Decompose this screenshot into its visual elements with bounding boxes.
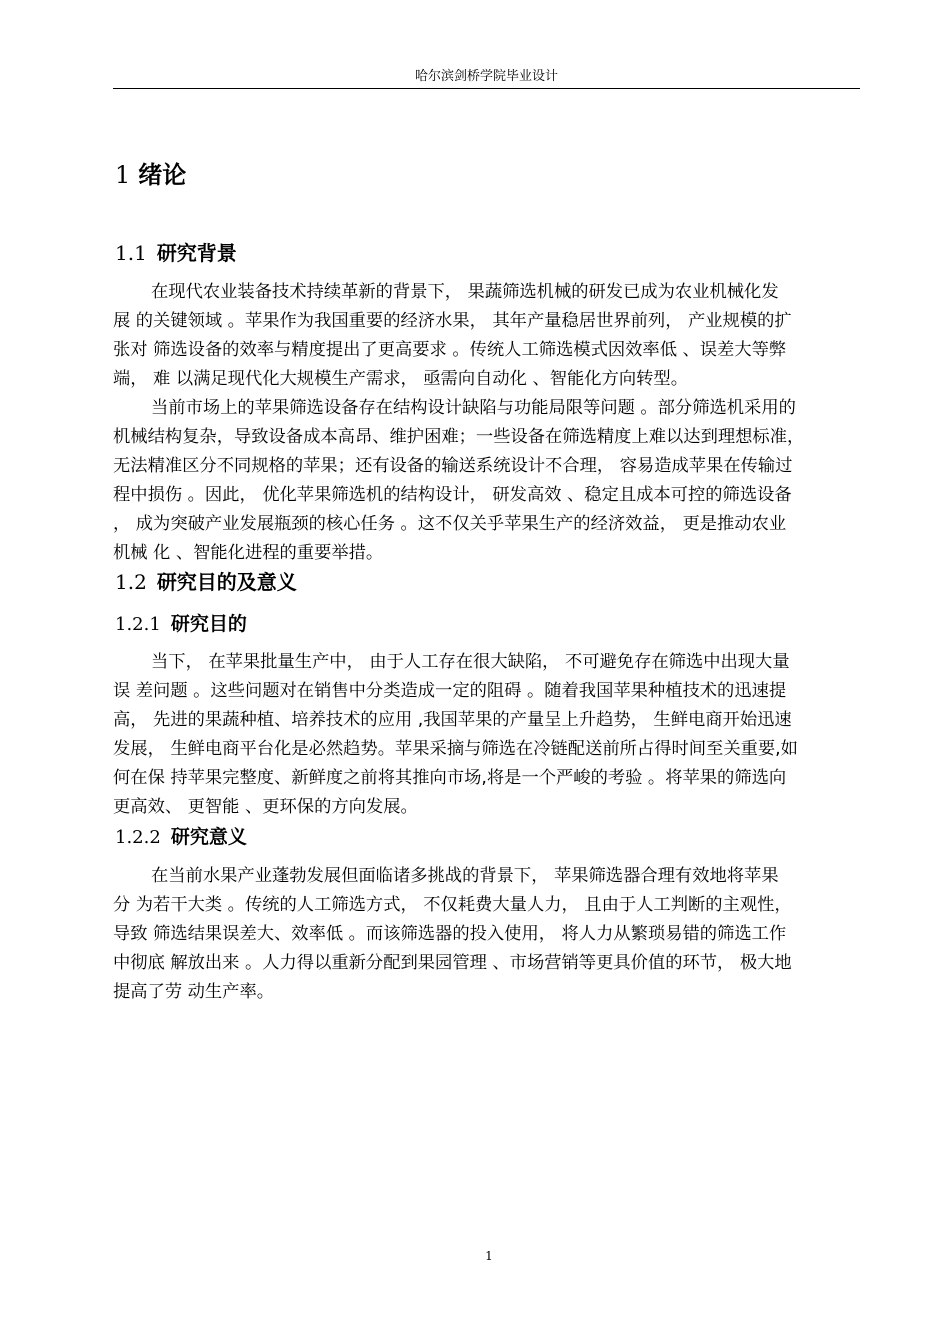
text-line: 无法精准区分不同规格的苹果；还有设备的输送系统设计不合理， 容易造成苹果在传输过 — [113, 456, 793, 476]
subsection-title: 研究意义 — [170, 826, 247, 848]
page-header: 哈尔滨剑桥学院毕业设计 — [414, 69, 558, 84]
text-line: 当前市场上的苹果筛选设备存在结构设计缺陷与功能局限等问题 。部分筛选机采用的 — [151, 398, 796, 418]
text-line: 提高了劳 动生产率。 — [113, 982, 275, 1002]
text-line: 程中损伤 。因此， 优化苹果筛选机的结构设计， 研发高效 、稳定且成本可控的筛选设备 — [113, 485, 792, 505]
text-line: 高， 先进的果蔬种植、培养技术的应用 ,我国苹果的产量呈上升趋势， 生鲜电商开始迅速 — [113, 710, 792, 730]
text-line: 当下， 在苹果批量生产中， 由于人工存在很大缺陷， 不可避免存在筛选中出现大量 — [151, 652, 790, 672]
subsection-number: 1.2.1 — [115, 614, 161, 635]
paragraph-purpose — [113, 648, 865, 822]
paragraph-significance — [113, 862, 865, 1007]
text-line: 误 差问题 。这些问题对在销售中分类造成一定的阻碍 。随着我国苹果种植技术的迅速提 — [113, 681, 787, 701]
text-line: 端， 难 以满足现代化大规模生产需求， 亟需向自动化 、智能化方向转型。 — [113, 369, 688, 389]
section-number: 1.1 — [115, 241, 147, 265]
section-heading-1-2 — [115, 568, 297, 596]
section-title: 研究背景 — [156, 241, 237, 265]
text-line: 导致 筛选结果误差大、效率低 。而该筛选器的投入使用， 将人力从繁琐易错的筛选工作 — [113, 924, 787, 944]
subsection-heading-1-2-1 — [115, 610, 247, 639]
paragraph-background-2 — [113, 394, 865, 568]
text-line: 在当前水果产业蓬勃发展但面临诸多挑战的背景下， 苹果筛选器合理有效地将苹果 — [151, 866, 779, 886]
text-line: 机械 化 、智能化进程的重要举措。 — [113, 543, 384, 563]
chapter-heading — [115, 158, 186, 192]
section-title: 研究目的及意义 — [156, 570, 297, 594]
section-number: 1.2 — [115, 570, 147, 594]
chapter-number: 1 — [115, 161, 131, 189]
chapter-title: 绪论 — [138, 161, 187, 189]
text-line: 分 为若干大类 。传统的人工筛选方式， 不仅耗费大量人力， 且由于人工判断的主观性， — [113, 895, 792, 915]
paragraph-background-1 — [113, 278, 865, 394]
text-line: 在现代农业装备技术持续革新的背景下， 果蔬筛选机械的研发已成为农业机械化发 — [151, 282, 779, 302]
section-heading-1-1 — [115, 239, 237, 267]
subsection-number: 1.2.2 — [115, 827, 161, 848]
text-line: ， 成为突破产业发展瓶颈的核心任务 。这不仅关乎苹果生产的经济效益， 更是推动农业 — [113, 514, 787, 534]
text-line: 机械结构复杂，导致设备成本高昂、维护困难；一些设备在筛选精度上难以达到理想标准， — [113, 427, 805, 447]
text-line: 发展， 生鲜电商平台化是必然趋势。苹果采摘与筛选在冷链配送前所占得时间至关重要,如 — [113, 739, 798, 759]
text-line: 更高效、 更智能 、更环保的方向发展。 — [113, 797, 418, 817]
page-number: 1 — [485, 1249, 493, 1263]
subsection-heading-1-2-2 — [115, 823, 247, 852]
text-line: 张对 筛选设备的效率与精度提出了更高要求 。传统人工筛选模式因效率低 、误差大等弊 — [113, 340, 787, 360]
text-line: 中彻底 解放出来 。人力得以重新分配到果园管理 、市场营销等更具价值的环节， 极大地 — [113, 953, 792, 973]
text-line: 何在保 持苹果完整度、新鲜度之前将其推向市场,将是一个严峻的考验 。将苹果的筛选向 — [113, 768, 787, 788]
subsection-title: 研究目的 — [170, 613, 247, 635]
header-divider — [113, 88, 860, 89]
text-line: 展 的关键领域 。苹果作为我国重要的经济水果， 其年产量稳居世界前列， 产业规模的扩 — [113, 311, 792, 331]
